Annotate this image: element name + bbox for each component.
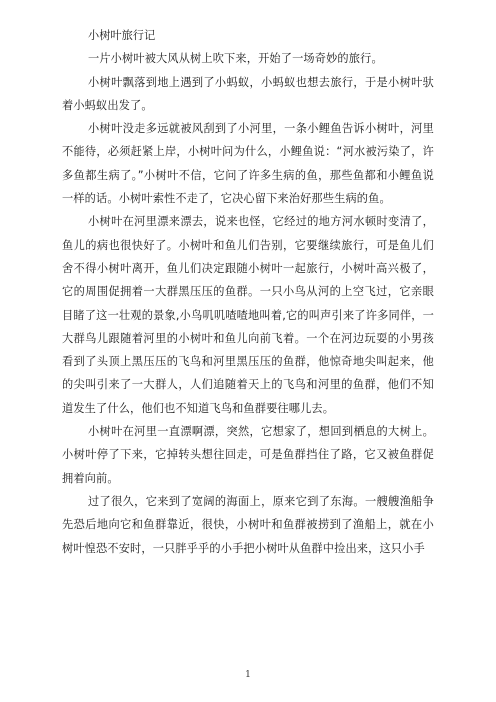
paragraph: 过了很久，它来到了宽阔的海面上，原来它到了东海。一艘艘渔船争先恐后地向它和鱼群靠近，很快，小树叶和鱼群被捞到了渔船上，就在小树叶惶恐不安时，一只胖乎乎的小手把小树叶从鱼群中捡出来，这只小手 — [62, 494, 434, 555]
paragraph: 小树叶飘落到地上遇到了小蚂蚁，小蚂蚁也想去旅行，于是小树叶驮着小蚂蚁出发了。 — [62, 75, 434, 112]
document-title: 小树叶旅行记 — [88, 29, 156, 42]
paragraph: 小树叶在河里一直漂啊漂，突然，它想家了，想回到栖息的大树上。小树叶停了下来，它掉转头想往回走，可是鱼群挡住了路，它又被鱼群促拥着向前。 — [62, 425, 434, 485]
document-body — [62, 24, 434, 560]
page-number: 1 — [245, 670, 251, 680]
paragraph: 小树叶没走多远就被风刮到了小河里，一条小鲤鱼告诉小树叶，河里不能待，必须赶紧上岸，小树叶问为什么，小鲤鱼说：“河水被污染了，许多鱼都生病了。”小树叶不信，它问了许多生病的鱼，那些鱼都和小鲤鱼说一样的话。小树叶索性不走了，它决心留下来治好那些生病的鱼。 — [62, 122, 434, 206]
paragraph: 一片小树叶被大风从树上吹下来，开始了一场奇妙的旅行。 — [88, 52, 383, 66]
paragraph: 小树叶在河里漂来漂去，说来也怪，它经过的地方河水顿时变清了，鱼儿的病也很快好了。小树叶和鱼儿们告别，它要继续旅行，可是鱼儿们舍不得小树叶离开，鱼儿们决定跟随小树叶一起旅行，小树叶高兴极了，它的周围促拥着一大群黑压压的鱼群。一只小鸟从河的上空飞过，它亲眼目睹了这一壮观的景象,小鸟叽叽喳喳地叫着,它的叫声引来了许多同伴，一大群鸟儿跟随着河里的小树叶和鱼儿向前飞着。一个在河边玩耍的小男孩看到了头顶上黑压压的飞鸟和河里黑压压的鱼群，他惊奇地尖叫起来，他的尖叫引来了一大群人，人们追随着天上的飞鸟和河里的鱼群，他们不知道发生了什么，他们也不知道飞鸟和鱼群要往哪儿去。 — [62, 215, 434, 415]
